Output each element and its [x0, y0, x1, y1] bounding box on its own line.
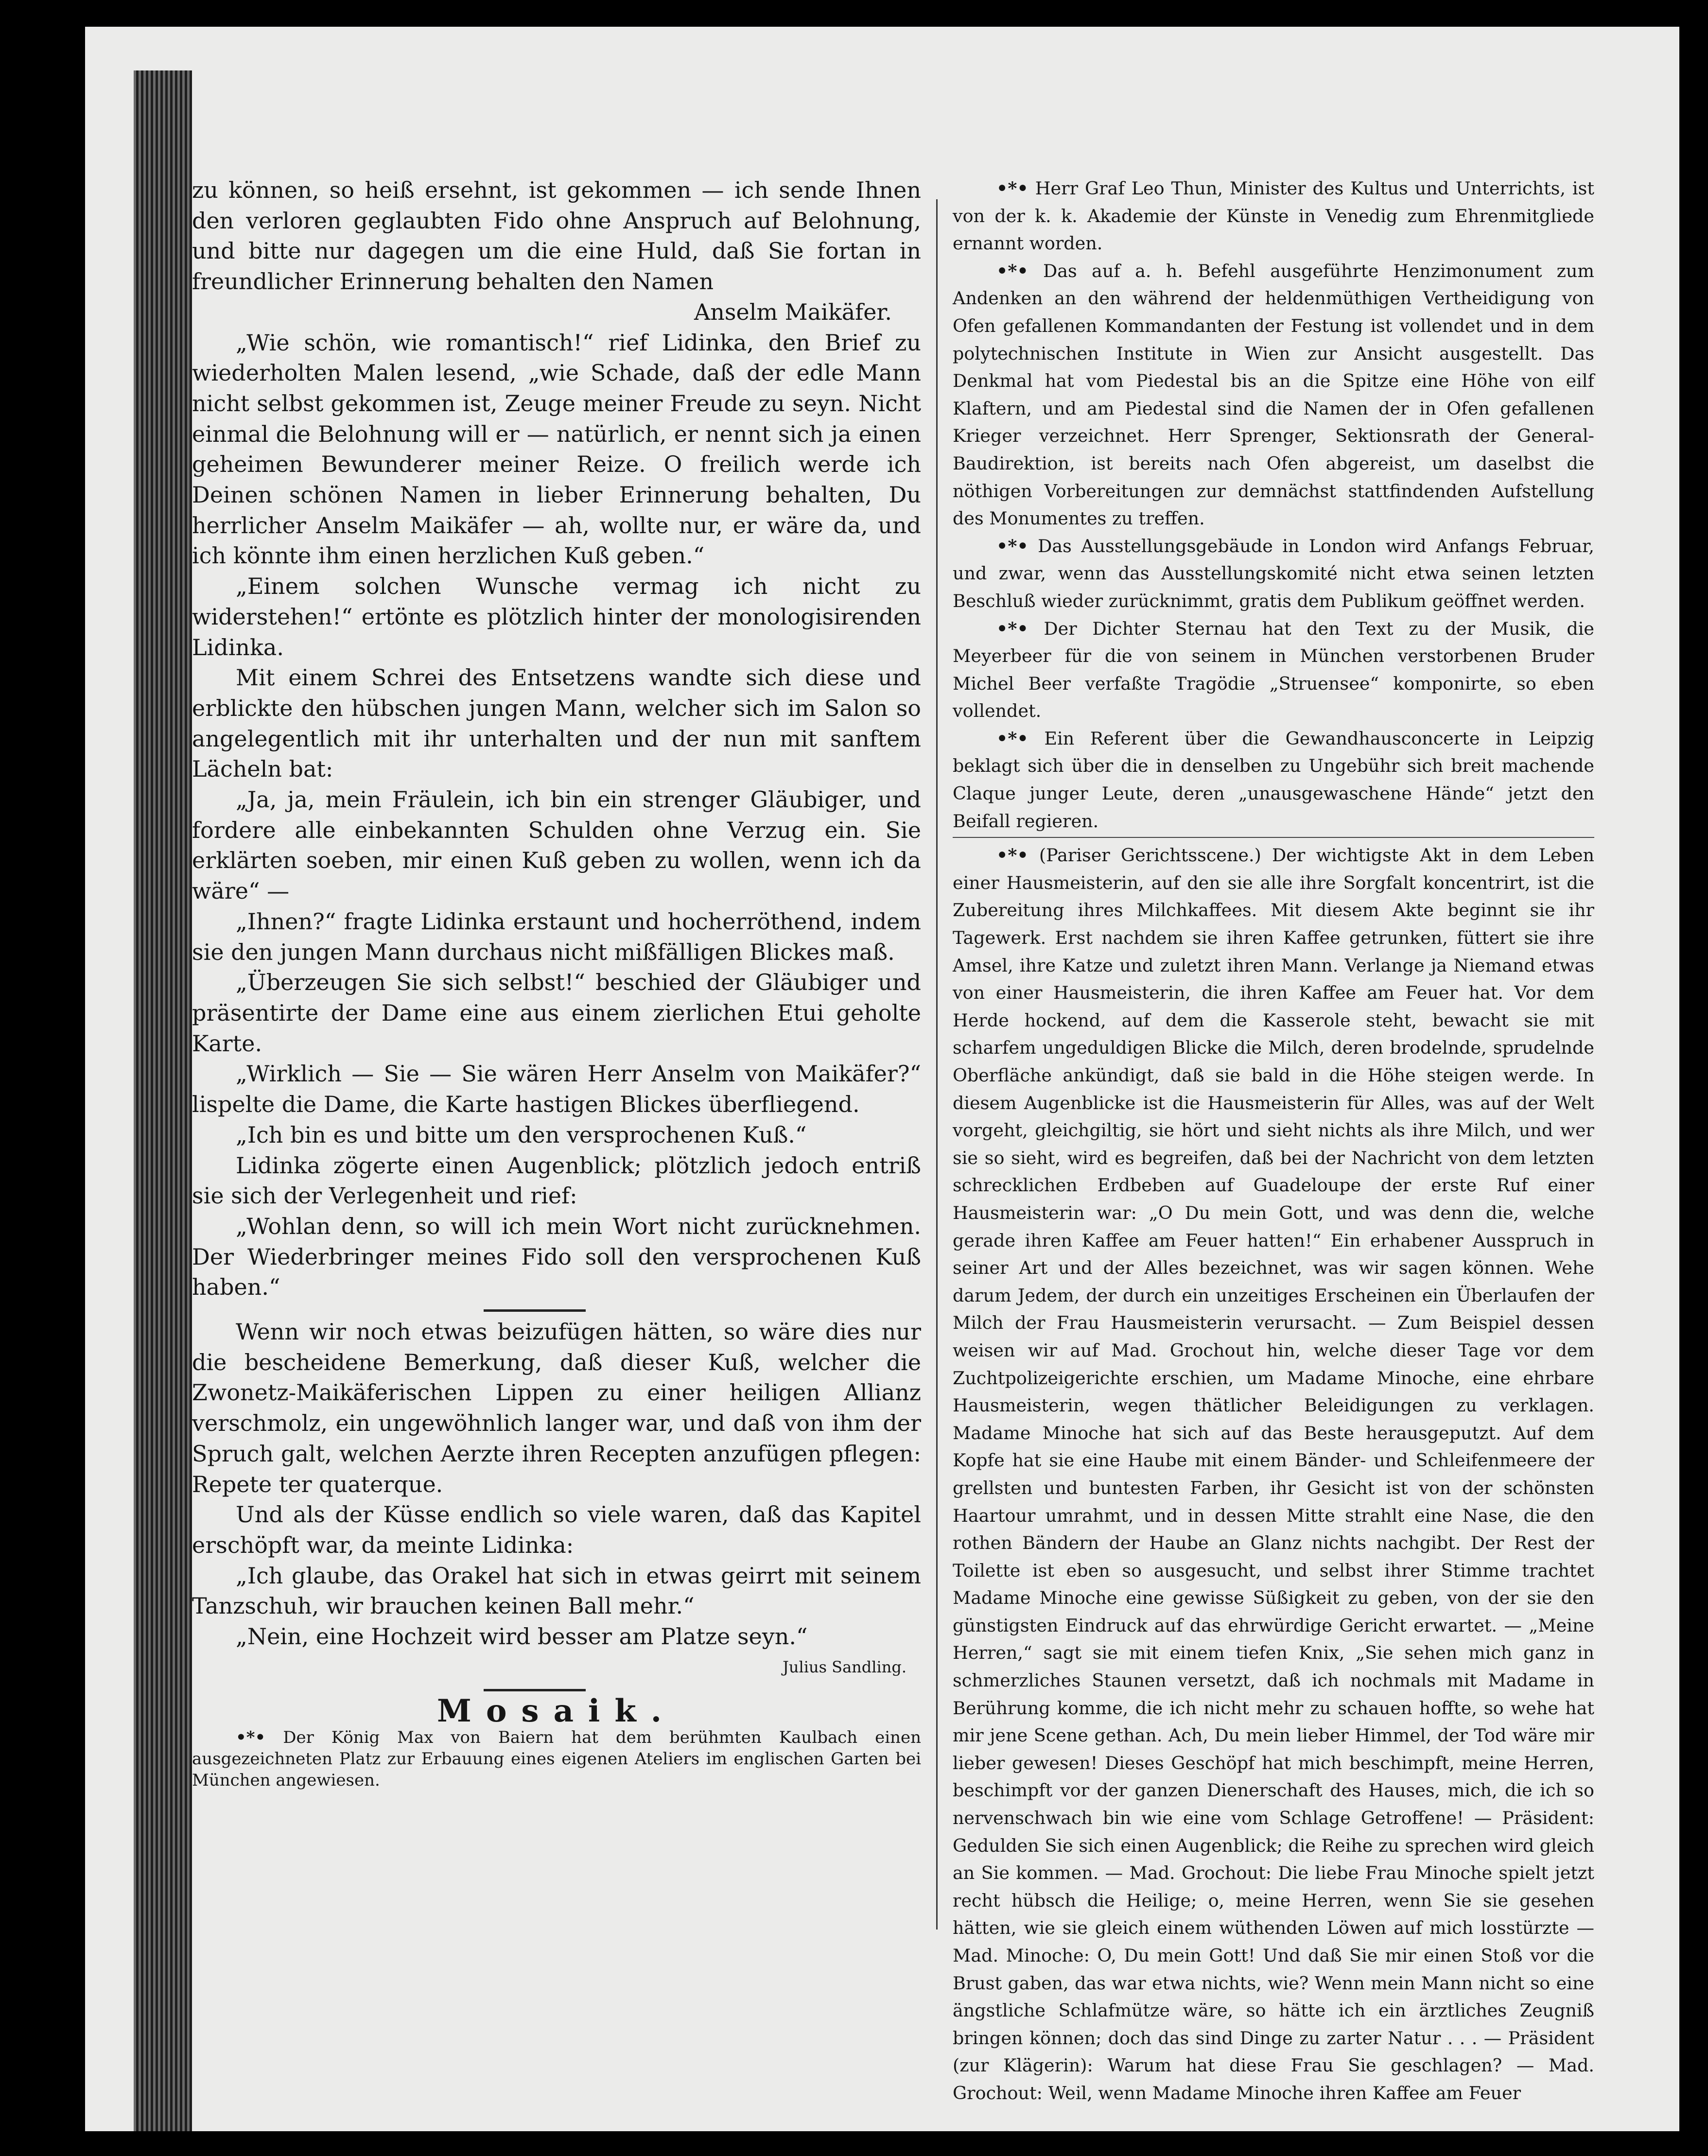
- paragraph: zu können, so heiß ersehnt, ist gekommen — ich sende Ihnen den verloren geglaubten Fido ohne Anspruch auf Belohnung, und bitte nur dagegen um die eine Huld, daß Sie fortan in freundlicher Erinnerung behalten den Namen: [192, 177, 921, 295]
- paragraph: Lidinka zögerte einen Augenblick; plötzlich jedoch entriß sie sich der Verlegenheit und rief:: [192, 1152, 921, 1209]
- right-column: [953, 175, 1594, 2107]
- column-rule: [936, 199, 938, 1930]
- section-divider: [484, 1309, 586, 1312]
- news-text: Der wichtigste Akt in dem Leben einer Hausmeisterin, auf den sie alle ihre Sorgfalt koncentrirt, ist die Zubereitung ihres Milchkaffees. Mit diesem Akte beginnt sie ihr Tagewerk. Erst nachdem sie ihren Kaffee getrunken, füttert sie ihre Amsel, ihre Katze und zuletzt ihren Mann. Verlange ja Niemand etwas von einer Hausmeisterin, die ihren Kaffee am Feuer hat. Vor dem Herde hockend, auf dem die Kasserole steht, bewacht sie mit scharfem ungeduldigen Blicke die Milch, deren brodelnde, sprudelnde Oberfläche ankündigt, daß sie bald in die Höhe steigen werde. In diesem Augenblicke ist die Hausmeisterin für Alles, was auf der Welt vorgeht, gleichgiltig, sie hört und sieht nichts als ihre Milch, und wer sie so sieht, wird es begreifen, daß bei der Nachricht von dem letzten schrecklichen Erdbeben auf Guadeloupe der erste Ruf einer Hausmeisterin war: „O Du mein Gott, und was denn die, welche gerade ihren Kaffee am Feuer hatten!“ Ein erhabener Ausspruch in seiner Art und der Alles bezeichnet, was wir sagen können. Wehe darum Jedem, der durch ein unzeitiges Erscheinen ein Überlaufen der Milch der Frau Hausmeisterin verursacht. — Zum Beispiel dessen weisen wir auf Mad. Grochout hin, welche dieser Tage vor dem Zuchtpolizeigerichte erschien, um Madame Minoche, eine ehrbare Hausmeisterin, wegen thätlicher Beleidigungen zu verklagen. Madame Minoche hat sich auf das Beste herausgeputzt. Auf dem Kopfe hat sie eine Haube mit einem Bänder- und Schleifenmeere der grellsten und buntesten Farben, ihr Gesicht ist von der schönsten Haartour umrahmt, und in dessen Mitte strahlt eine Nase, die den rothen Bändern der Haube an Glanz nichts nachgibt. Der Rest der Toilette ist eben so ausgesucht, und selbst ihrer Stimme trachtet Madame Minoche eine gewisse Süßigkeit zu geben, von der sie den günstigsten Eindruck auf das ehrwürdige Gericht erwartet. — „Meine Herren,“ sagt sie mit einem tiefen Knix, „Sie sehen mich ganz in schmerzliches Staunen versetzt, daß ich nochmals mit Madame in Berührung komme, die ich nicht mehr zu schauen hoffte, so wehe hat mir jene Scene gethan. Ach, Du mein lieber Himmel, der Tod wäre mir lieber gewesen! Dieses Geschöpf hat mich beschimpft, meine Herren, beschimpft vor der ganzen Dienerschaft des Hauses, mich, die ich so nervenschwach bin wie eine vom Schlage Getroffene! — Präsident: Gedulden Sie sich einen Augenblick; die Reihe zu sprechen wird gleich an Sie kommen. — Mad. Grochout: Die liebe Frau Minoche spielt jetzt recht hübsch die Heilige; o, meine Herren, wenn Sie sie gesehen hätten, wie sie gleich einem wüthenden Löwen auf mich losstürzte — Mad. Minoche: O, Du mein Gott! Und daß Sie mir einen Stoß vor die Brust gaben, das war etwa nichts, wie? Wenn mein Mann nicht so eine ängstliche Schlafmütze wäre, so hätte ich ein ärztliches Zeugniß bringen können; doch das sind Dinge zu zarter Natur . . . — Präsident (zur Klägerin): Warum hat diese Frau Sie geschlagen? — Mad. Grochout: Weil, wenn Madame Minoche ihren Kaffee am Feuer: [953, 845, 1594, 2104]
- paragraph: „Wirklich — Sie — Sie wären Herr Anselm von Maikäfer?“ lispelte die Dame, die Karte hastigen Blickes überfliegend.: [192, 1061, 921, 1118]
- author-signature: Julius Sandling.: [783, 1657, 906, 1676]
- paragraph: Mit einem Schrei des Entsetzens wandte sich diese und erblickte den hübschen jungen Mann, welcher sich im Salon so angelegentlich mit ihr unterhalten und der nun mit sanftem Lächeln bat:: [192, 664, 921, 782]
- paragraph: „Wohlan denn, so will ich mein Wort nicht zurücknehmen. Der Wiederbringer meines Fido soll den versprochenen Kuß haben.“: [192, 1213, 921, 1301]
- paragraph: Wenn wir noch etwas beizufügen hätten, so wäre dies nur die bescheidene Bemerkung, daß dieser Kuß, welcher die Zwonetz-Maikäferischen Lippen zu einer heiligen Allianz verschmolz, ein ungewöhnlich langer war, und daß von ihm der Spruch galt, welchen Aerzte ihren Recepten anzufügen pflegen: Repete ter quaterque.: [192, 1319, 921, 1497]
- paragraph: „Ihnen?“ fragte Lidinka erstaunt und hocherröthend, indem sie den jungen Mann durchaus nicht mißfälligen Blickes maß.: [192, 908, 921, 965]
- news-heading: (Pariser Gerichtsscene.): [1039, 845, 1261, 866]
- news-item: [953, 258, 1594, 533]
- paragraph: „Ich bin es und bitte um den versprochenen Kuß.“: [236, 1121, 807, 1148]
- paragraph: „Nein, eine Hochzeit wird besser am Platze seyn.“: [236, 1623, 808, 1650]
- news-item: [953, 842, 1594, 2107]
- news-item: [953, 533, 1594, 615]
- news-text: Der Dichter Sternau hat den Text zu der Musik, die Meyerbeer für die von seinem in München verstorbenen Bruder Michel Beer verfaßte Tragödie „Struensee“ komponirte, so eben vollendet.: [953, 618, 1595, 722]
- paragraph: „Überzeugen Sie sich selbst!“ beschied der Gläubiger und präsentirte der Dame eine aus einem zierlichen Etui geholte Karte.: [192, 969, 921, 1057]
- left-column: [192, 175, 921, 1791]
- asterism-icon: •*•: [236, 1728, 266, 1748]
- asterism-icon: •*•: [996, 845, 1028, 866]
- section-title: Mosaik.: [437, 1693, 676, 1730]
- mosaic-text: Der König Max von Baiern hat dem berühmten Kaulbach einen ausgezeichneten Platz zur Erbauung eines eigenen Ateliers im englischen Garten bei München angewiesen.: [192, 1728, 921, 1791]
- news-text: Herr Graf Leo Thun, Minister des Kultus und Unterrichts, ist von der k. k. Akademie der Künste in Venedig zum Ehrenmitgliede ernannt worden.: [953, 178, 1594, 254]
- asterism-icon: •*•: [996, 618, 1028, 639]
- section-divider: [484, 1689, 586, 1691]
- book-fore-edge: [134, 70, 192, 2131]
- section-rule: [953, 837, 1594, 838]
- news-item: [953, 725, 1594, 835]
- news-text: Das auf a. h. Befehl ausgeführte Henzimonument zum Andenken an den während der heldenmüthigen Vertheidigung von Ofen gefallenen Kommandanten der Festung ist vollendet und in dem polytechnischen Institute in Wien zur Ansicht ausgestellt. Das Denkmal hat vom Piedestal bis an die Spitze eine Höhe von eilf Klaftern, und am Piedestal sind die Namen der in Ofen gefallenen Krieger verzeichnet. Herr Sprenger, Sektionsrath der General-Baudirektion, ist bereits nach Ofen abgereist, um daselbst die nöthigen Vorbereitungen zur demnächst stattfindenden Aufstellung des Monumentes zu treffen.: [953, 260, 1595, 529]
- news-item: [953, 615, 1594, 725]
- mosaic-item: [192, 1727, 921, 1791]
- news-text: Das Ausstellungsgebäude in London wird Anfangs Februar, und zwar, wenn das Ausstellungskomité nicht etwa seinen letzten Beschluß wieder zurücknimmt, gratis dem Publikum geöffnet werden.: [953, 535, 1594, 611]
- news-text: Ein Referent über die Gewandhausconcerte in Leipzig beklagt sich über die in denselben zu Ungebühr sich breit machende Claque junger Leute, deren „unausgewaschene Hände“ jetzt den Beifall regieren.: [953, 728, 1594, 832]
- news-item: [953, 175, 1594, 258]
- paragraph: „Einem solchen Wunsche vermag ich nicht zu widerstehen!“ ertönte es plötzlich hinter der monologisirenden Lidinka.: [192, 573, 921, 661]
- paragraph: Und als der Küsse endlich so viele waren, daß das Kapitel erschöpft war, da meinte Lidinka:: [192, 1501, 921, 1558]
- asterism-icon: •*•: [996, 535, 1028, 556]
- asterism-icon: •*•: [996, 260, 1028, 281]
- paragraph: „Wie schön, wie romantisch!“ rief Lidinka, den Brief zu wiederholten Malen lesend, „wie Schade, daß der edle Mann nicht selbst gekommen ist, Zeuge meiner Freude zu seyn. Nicht einmal die Belohnung will er — natürlich, er nennt sich ja einen geheimen Bewunderer meiner Reize. O freilich werde ich Deinen schönen Namen in lieber Erinnerung behalten, Du herrlicher Anselm Maikäfer — ah, wollte nur, er wäre da, und ich könnte ihm einen herzlichen Kuß geben.“: [192, 329, 921, 569]
- paragraph: „Ich glaube, das Orakel hat sich in etwas geirrt mit seinem Tanzschuh, wir brauchen keinen Ball mehr.“: [192, 1562, 921, 1619]
- paragraph: „Ja, ja, mein Fräulein, ich bin ein strenger Gläubiger, und fordere alle einbekannten Schulden ohne Verzug ein. Sie erklärten soeben, mir einen Kuß geben zu wollen, wenn ich da wäre“ —: [192, 786, 921, 904]
- asterism-icon: •*•: [996, 728, 1028, 749]
- asterism-icon: •*•: [996, 178, 1028, 199]
- signature: Anselm Maikäfer.: [694, 298, 892, 325]
